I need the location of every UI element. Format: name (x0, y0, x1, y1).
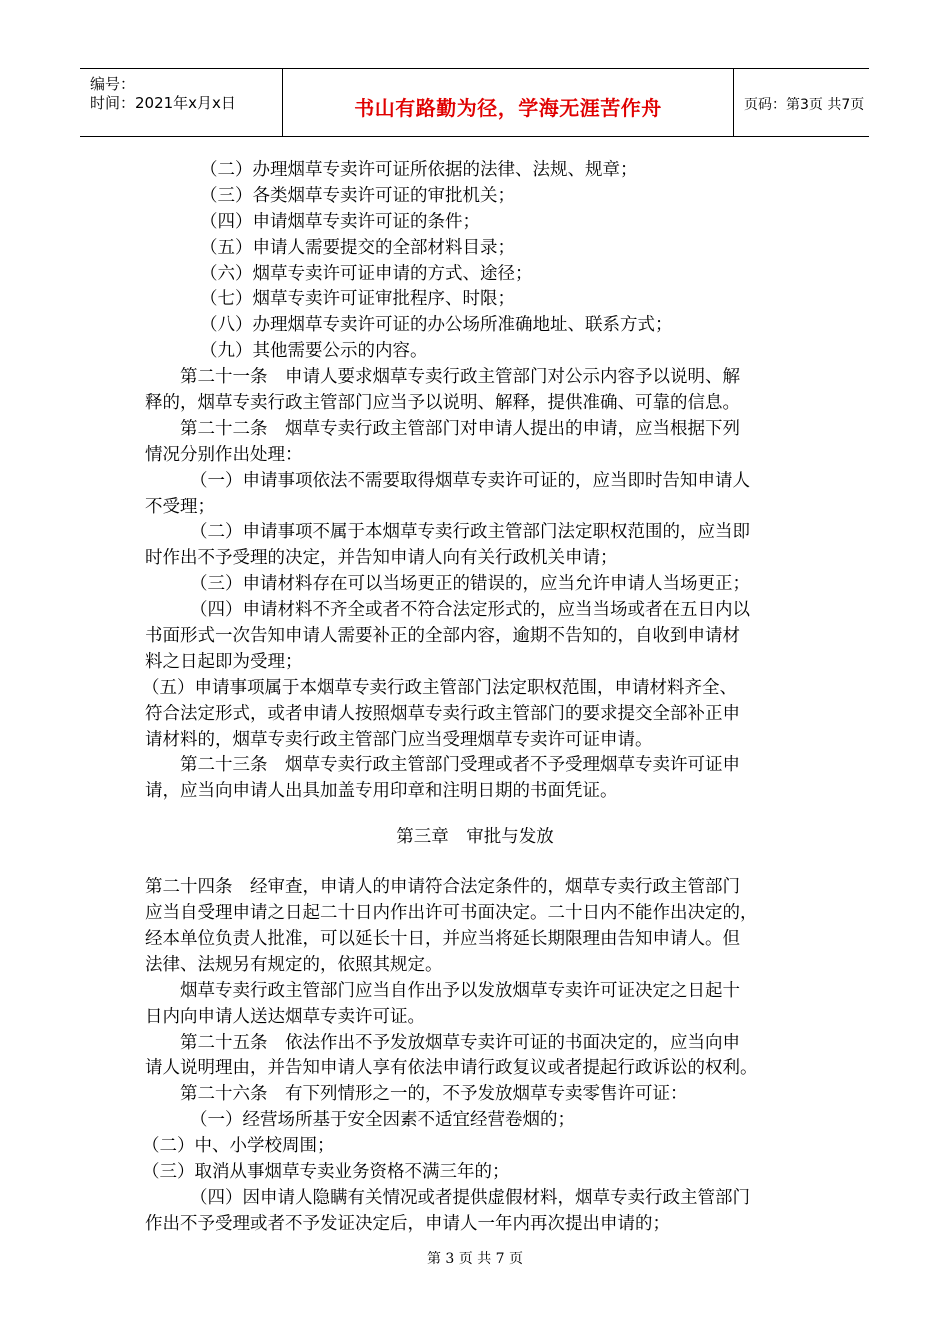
page-footer: 第 3 页 共 7 页 (426, 1251, 524, 1267)
list-item: （四）因申请人隐瞒有关情况或者提供虚假材料，烟草专卖行政主管部门 (190, 1187, 750, 1208)
paragraph-line: 日内向申请人送达烟草专卖许可证。 (145, 1006, 425, 1027)
list-item: 符合法定形式，或者申请人按照烟草专卖行政主管部门的要求提交全部补正申 (145, 703, 740, 724)
list-item: （五）申请人需要提交的全部材料目录； (200, 237, 515, 258)
page-header (80, 68, 869, 137)
article-25-line: 第二十五条 依法作出不予发放烟草专卖许可证的书面决定的，应当向申 (180, 1032, 740, 1053)
list-item: （五）申请事项属于本烟草专卖行政主管部门法定职权范围，申请材料齐全、 (142, 677, 737, 698)
list-item: （三）申请材料存在可以当场更正的错误的，应当允许申请人当场更正； (190, 574, 750, 595)
article-24-line: 第二十四条 经审查，申请人的申请符合法定条件的，烟草专卖行政主管部门 (145, 877, 740, 898)
list-item: （四）申请烟草专卖许可证的条件； (200, 211, 480, 232)
article-25-line: 请人说明理由，并告知申请人享有依法申请行政复议或者提起行政诉讼的权利。 (145, 1058, 758, 1079)
article-21-line: 释的，烟草专卖行政主管部门应当予以说明、解释，提供准确、可靠的信息。 (145, 393, 740, 414)
list-item: 作出不予受理或者不予发证决定后，申请人一年内再次提出申请的； (145, 1213, 670, 1234)
list-item: （六）烟草专卖许可证申请的方式、途径； (200, 263, 533, 284)
article-22-line: 情况分别作出处理： (145, 444, 303, 465)
header-page-cell (734, 69, 869, 136)
list-item: （七）烟草专卖许可证审批程序、时限； (200, 289, 515, 310)
list-item: （三）取消从事烟草专卖业务资格不满三年的； (142, 1161, 510, 1182)
article-24-line: 应当自受理申请之日起二十日内作出许可书面决定。二十日内不能作出决定的， (145, 903, 758, 924)
document-date-label: 时间：2021年x月x日 (90, 94, 236, 112)
list-item: （一）申请事项依法不需要取得烟草专卖许可证的，应当即时告知申请人 (190, 470, 750, 491)
list-item: （八）办理烟草专卖许可证的办公场所准确地址、联系方式； (200, 315, 673, 336)
article-24-line: 经本单位负责人批准，可以延长十日，并应当将延长期限理由告知申请人。但 (145, 928, 740, 949)
list-item: （二）申请事项不属于本烟草专卖行政主管部门法定职权范围的，应当即 (190, 522, 750, 543)
article-24-line: 法律、法规另有规定的，依照其规定。 (145, 954, 443, 975)
paragraph-line: 烟草专卖行政主管部门应当自作出予以发放烟草专卖许可证决定之日起十 (180, 980, 740, 1001)
list-item: （二）中、小学校周围； (142, 1136, 335, 1157)
list-item: 时作出不予受理的决定，并告知申请人向有关行政机关申请； (145, 548, 618, 569)
article-21-line: 第二十一条 申请人要求烟草专卖行政主管部门对公示内容予以说明、解 (180, 367, 740, 388)
list-item: 不受理； (145, 496, 215, 517)
document-number-label: 编号： (90, 75, 136, 93)
header-meta-cell (80, 69, 283, 136)
header-motto: 书山有路勤为径，学海无涯苦作舟 (354, 96, 662, 120)
article-22-line: 第二十二条 烟草专卖行政主管部门对申请人提出的申请，应当根据下列 (180, 418, 740, 439)
list-item: （二）办理烟草专卖许可证所依据的法律、法规、规章； (200, 160, 638, 180)
article-23-line: 第二十三条 烟草专卖行政主管部门受理或者不予受理烟草专卖许可证申 (180, 755, 740, 776)
chapter-title: 第三章 审批与发放 (396, 827, 554, 848)
list-item: （九）其他需要公示的内容。 (200, 341, 428, 362)
article-26-line: 第二十六条 有下列情形之一的，不予发放烟草专卖零售许可证： (180, 1084, 688, 1105)
list-item: （四）申请材料不齐全或者不符合法定形式的，应当当场或者在五日内以 (190, 600, 750, 621)
document-body (142, 158, 805, 1238)
header-motto-cell (283, 69, 734, 136)
header-page-code: 页码：第3页 共7页 (744, 97, 865, 113)
article-23-line: 请，应当向申请人出具加盖专用印章和注明日期的书面凭证。 (145, 781, 618, 802)
list-item: 料之日起即为受理； (145, 651, 303, 672)
list-item: 请材料的，烟草专卖行政主管部门应当受理烟草专卖许可证申请。 (145, 729, 653, 750)
list-item: 书面形式一次告知申请人需要补正的全部内容，逾期不告知的，自收到申请材 (145, 626, 740, 647)
list-item: （一）经营场所基于安全因素不适宜经营卷烟的； (190, 1110, 575, 1131)
list-item: （三）各类烟草专卖许可证的审批机关； (200, 185, 515, 206)
